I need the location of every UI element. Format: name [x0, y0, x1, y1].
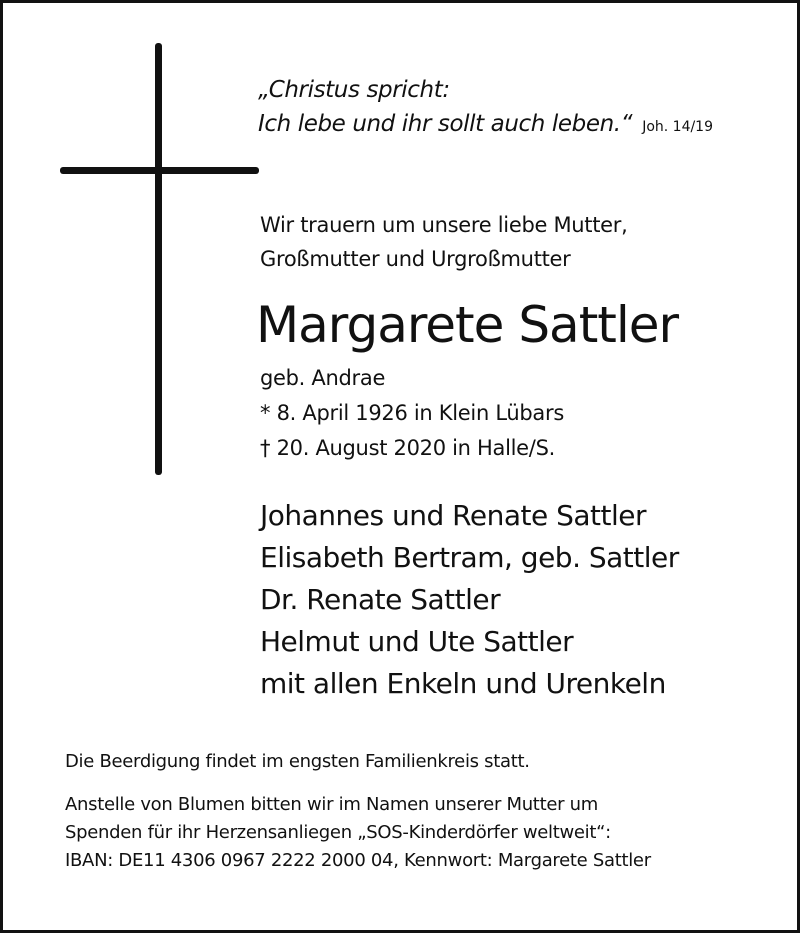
mourning-line-1: Wir trauern um unsere liebe Mutter, — [260, 213, 628, 237]
mourning-statement — [260, 208, 628, 276]
funeral-notice: Die Beerdigung findet im engsten Familienkreis statt. — [65, 751, 530, 772]
donation-notice — [65, 791, 651, 875]
deceased-details — [260, 361, 564, 466]
mourner: Elisabeth Bertram, geb. Sattler — [260, 541, 679, 574]
deceased-name: Margarete Sattler — [256, 296, 679, 354]
bible-quote — [258, 73, 713, 144]
donation-line-2: Spenden für ihr Herzensanliegen „SOS-Kinderdörfer weltweit“: — [65, 822, 611, 843]
quote-reference: Joh. 14/19 — [642, 119, 714, 135]
quote-line-2 — [258, 107, 713, 144]
death-date: † 20. August 2020 in Halle/S. — [260, 436, 555, 460]
mourners-list — [260, 495, 679, 705]
mourner: Helmut und Ute Sattler — [260, 625, 574, 658]
birth-name: geb. Andrae — [260, 366, 386, 390]
quote-line-2-text: Ich lebe und ihr sollt auch leben.“ — [258, 111, 633, 137]
birth-date: * 8. April 1926 in Klein Lübars — [260, 401, 564, 425]
donation-line-3: IBAN: DE11 4306 0967 2222 2000 04, Kennwort: Margarete Sattler — [65, 850, 651, 871]
mourner: mit allen Enkeln und Urenkeln — [260, 667, 666, 700]
mourner: Dr. Renate Sattler — [260, 583, 501, 616]
cross-icon-crossbar — [60, 167, 259, 174]
mourner: Johannes und Renate Sattler — [260, 499, 647, 532]
donation-line-1: Anstelle von Blumen bitten wir im Namen unserer Mutter um — [65, 794, 598, 815]
cross-icon — [155, 43, 162, 475]
mourning-line-2: Großmutter und Urgroßmutter — [260, 247, 571, 271]
quote-line-1: „Christus spricht: — [258, 77, 450, 103]
